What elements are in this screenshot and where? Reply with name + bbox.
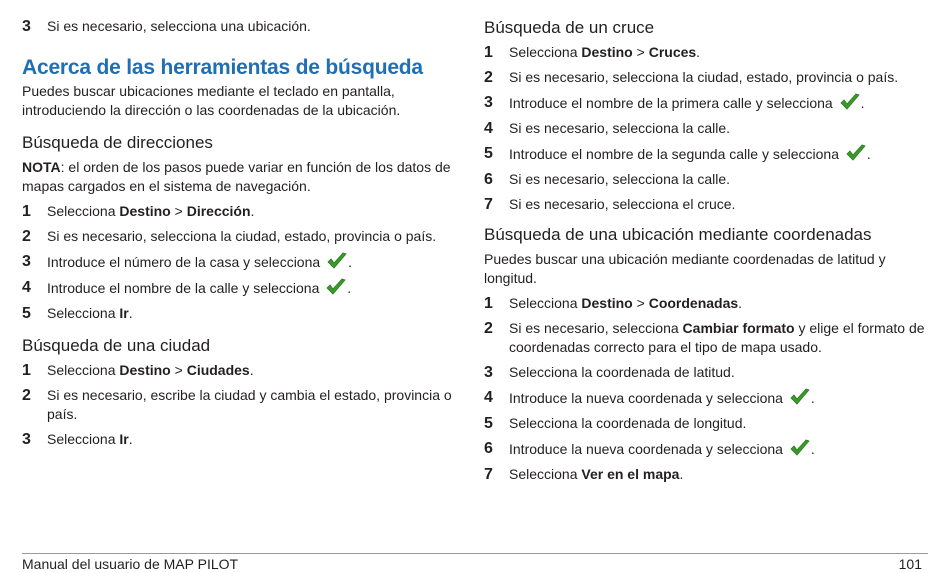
step-text: Introduce el número de la casa y selecciona . bbox=[47, 254, 352, 270]
heading-intersection-search: Búsqueda de un cruce bbox=[484, 18, 655, 37]
right-column bbox=[484, 17, 929, 490]
step-number: 3 bbox=[22, 253, 31, 270]
coordinates-step bbox=[484, 319, 929, 357]
checkmark-icon bbox=[326, 252, 348, 270]
step-text: Introduce el nombre de la primera calle y selecciona . bbox=[509, 95, 865, 111]
step-number: 1 bbox=[484, 295, 493, 312]
step-number: 5 bbox=[484, 145, 493, 162]
intersection-step bbox=[484, 93, 929, 113]
note bbox=[22, 158, 452, 196]
coordinates-step bbox=[484, 294, 929, 313]
coordinates-intro: Puedes buscar una ubicación mediante coordenadas de latitud y longitud. bbox=[484, 251, 886, 286]
step-number: 3 bbox=[484, 94, 493, 111]
coordinates-step bbox=[484, 414, 929, 433]
intersection-step bbox=[484, 195, 929, 214]
step-text: Selecciona la coordenada de longitud. bbox=[509, 415, 747, 431]
step-number: 4 bbox=[484, 120, 493, 137]
step-text: Si es necesario, selecciona la calle. bbox=[509, 171, 731, 187]
step-number: 5 bbox=[22, 305, 31, 322]
checkmark-icon bbox=[845, 144, 867, 162]
city-step bbox=[22, 430, 452, 449]
step-text: Selecciona Ir. bbox=[47, 305, 133, 321]
address-step bbox=[22, 304, 452, 323]
intersection-step bbox=[484, 144, 929, 164]
section-heading-search-tools: Acerca de las herramientas de búsqueda bbox=[22, 56, 423, 79]
step-number: 2 bbox=[484, 320, 493, 337]
step-text: Si es necesario, selecciona la calle. bbox=[509, 120, 731, 136]
step-number: 7 bbox=[484, 466, 493, 483]
city-step bbox=[22, 386, 452, 424]
step-text: Selecciona la coordenada de latitud. bbox=[509, 364, 735, 380]
step-text: Si es necesario, selecciona la ciudad, estado, provincia o país. bbox=[47, 228, 437, 244]
step-number: 1 bbox=[22, 203, 31, 220]
address-step bbox=[22, 227, 452, 246]
checkmark-icon bbox=[789, 388, 811, 406]
left-column bbox=[22, 17, 452, 455]
step-text: Selecciona Destino > Coordenadas. bbox=[509, 295, 743, 311]
step-text: Introduce la nueva coordenada y selecciona . bbox=[509, 441, 815, 457]
city-step bbox=[22, 361, 452, 380]
step-text: Si es necesario, selecciona el cruce. bbox=[509, 196, 736, 212]
address-step bbox=[22, 278, 452, 298]
step-number: 5 bbox=[484, 415, 493, 432]
step-text: Selecciona Ver en el mapa. bbox=[509, 466, 684, 482]
intersection-step bbox=[484, 68, 929, 87]
coordinates-step bbox=[484, 363, 929, 382]
heading-coordinates-search: Búsqueda de una ubicación mediante coordenadas bbox=[484, 225, 872, 244]
step-number: 4 bbox=[22, 279, 31, 296]
step-text: Selecciona Destino > Cruces. bbox=[509, 44, 701, 60]
intersection-step bbox=[484, 43, 929, 62]
footer-divider bbox=[22, 553, 928, 554]
note-text: : el orden de los pasos puede variar en función de los datos de mapas cargados en el sistema de navegación. bbox=[22, 159, 451, 194]
step-text: Si es necesario, escribe la ciudad y cambia el estado, provincia o país. bbox=[47, 387, 452, 422]
step-number: 6 bbox=[484, 440, 493, 457]
intersection-step bbox=[484, 170, 929, 189]
step-number: 4 bbox=[484, 389, 493, 406]
step-text: Selecciona Ir. bbox=[47, 431, 133, 447]
step-number: 2 bbox=[22, 228, 31, 245]
step-text: Introduce la nueva coordenada y selecciona . bbox=[509, 390, 815, 406]
step-number: 1 bbox=[22, 362, 31, 379]
step-text: Si es necesario, selecciona una ubicación. bbox=[47, 18, 311, 34]
section-intro: Puedes buscar ubicaciones mediante el teclado en pantalla, introduciendo la dirección o las coordenadas de la ubicación. bbox=[22, 83, 401, 118]
coordinates-step bbox=[484, 465, 929, 484]
checkmark-icon bbox=[789, 439, 811, 457]
step-text: Introduce el nombre de la segunda calle y selecciona . bbox=[509, 146, 871, 162]
checkmark-icon bbox=[839, 93, 861, 111]
footer-manual-title: Manual del usuario de MAP PILOT bbox=[22, 556, 239, 572]
intersection-step bbox=[484, 119, 929, 138]
step-text: Selecciona Destino > Dirección. bbox=[47, 203, 255, 219]
step-number: 2 bbox=[22, 387, 31, 404]
step-text: Si es necesario, selecciona Cambiar formato y elige el formato de coordenadas correcto para el tipo de mapa usado. bbox=[509, 320, 925, 355]
step-number: 6 bbox=[484, 171, 493, 188]
step-number: 7 bbox=[484, 196, 493, 213]
step-select-location bbox=[22, 17, 452, 36]
coordinates-step bbox=[484, 388, 929, 408]
heading-city-search: Búsqueda de una ciudad bbox=[22, 336, 211, 355]
note-label: NOTA bbox=[22, 159, 61, 175]
checkmark-icon bbox=[325, 278, 347, 296]
heading-address-search: Búsqueda de direcciones bbox=[22, 133, 213, 152]
step-text: Selecciona Destino > Ciudades. bbox=[47, 362, 254, 378]
step-number: 2 bbox=[484, 69, 493, 86]
step-number: 1 bbox=[484, 44, 493, 61]
address-step bbox=[22, 252, 452, 272]
address-step bbox=[22, 202, 452, 221]
step-number: 3 bbox=[22, 431, 31, 448]
step-text: Introduce el nombre de la calle y selecciona . bbox=[47, 280, 352, 296]
step-text: Si es necesario, selecciona la ciudad, estado, provincia o país. bbox=[509, 69, 899, 85]
coordinates-step bbox=[484, 439, 929, 459]
footer-page-number: 101 bbox=[898, 556, 922, 572]
step-number: 3 bbox=[484, 364, 493, 381]
step-number: 3 bbox=[22, 18, 31, 35]
